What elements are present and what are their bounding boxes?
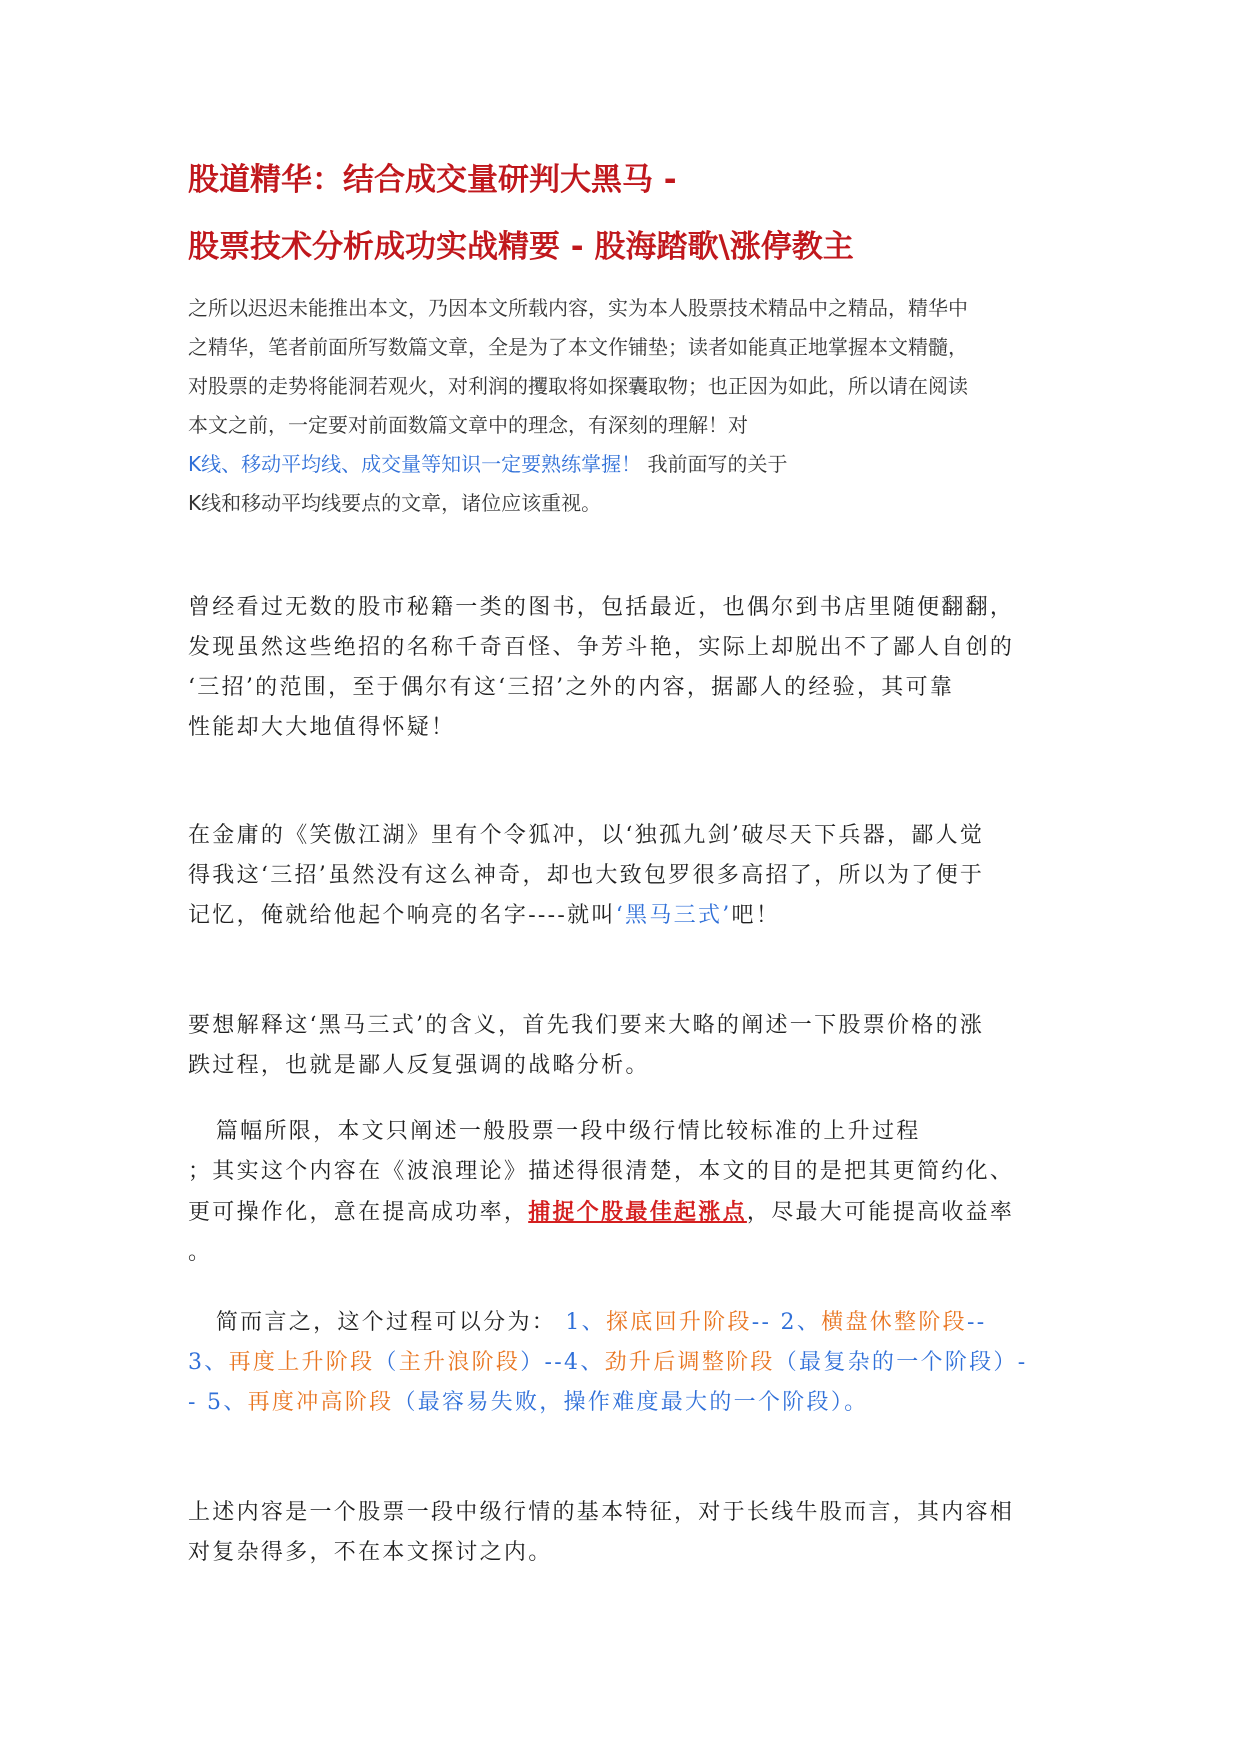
intro-line-4: 本文之前，一定要对前面数篇文章中的理念，有深刻的理解！对 [188, 413, 748, 437]
stage-note: （最容易失败，操作难度最大的一个阶段）。 [393, 1390, 869, 1415]
paragraph-line: 。 [188, 1240, 213, 1265]
paragraph-three-moves [188, 816, 1068, 936]
stage-name: 探底回升阶段 [605, 1310, 752, 1335]
paragraph-text: 简而言之，这个过程可以分为： [188, 1310, 566, 1335]
paragraph-text: ，尽最大可能提高收益率 [746, 1200, 1015, 1225]
intro-line-5 [188, 445, 1068, 484]
intro-paragraph [188, 289, 1068, 523]
paragraph-stages [188, 1303, 1068, 1423]
paragraph-line: 在金庸的《笑傲江湖》里有个令狐冲，以‘独孤九剑’破尽天下兵器，鄙人觉 [188, 823, 985, 848]
dark-horse-name: ‘黑马三式’ [615, 903, 732, 928]
paragraph-text: 吧！ [731, 903, 781, 928]
paragraph-line: ‘三招’的范围，至于偶尔有这‘三招’之外的内容，据鄙人的经验，其可靠 [188, 675, 955, 700]
stage-name: 再度上升阶段 [228, 1350, 375, 1375]
paragraph-text: 记忆，俺就给他起个响亮的名字----就叫 [188, 903, 616, 928]
paragraph-line: 要想解释这‘黑马三式’的含义，首先我们要来大略的阐述一下股票价格的涨 [188, 1013, 985, 1038]
paragraph-secret-books [188, 588, 1068, 748]
intro-line-5-rest: 我前面写的关于 [641, 452, 788, 476]
intro-line-3: 对股票的走势将能洞若观火，对利润的攫取将如探囊取物；也正因为如此，所以请在阅读 [188, 374, 968, 398]
paragraph-line [188, 1192, 1068, 1233]
paragraph-line [188, 1383, 1068, 1423]
paragraph-line [188, 1303, 1068, 1343]
paragraph-line: 曾经看过无数的股市秘籍一类的图书，包括最近，也偶尔到书店里随便翻翻， [188, 595, 1015, 620]
paragraph-line: 篇幅所限，本文只阐述一般股票一段中级行情比较标准的上升过程 [188, 1119, 921, 1144]
stage-name: 横盘休整阶段 [821, 1310, 967, 1335]
intro-highlight-text: K线、移动平均线、成交量等知识一定要熟练掌握！ [188, 452, 642, 476]
stage-number: - 5、 [188, 1390, 248, 1415]
title-line-1: 股道精华：结合成交量研判大黑马 - [188, 162, 677, 198]
stage-number: 1、 [565, 1310, 606, 1335]
paragraph-line: 对复杂得多，不在本文探讨之内。 [188, 1540, 553, 1565]
stage-number: 3、 [188, 1350, 229, 1375]
intro-line-6: K线和移动平均线要点的文章，诸位应该重视。 [188, 491, 602, 515]
stage-number: -- 2、 [751, 1310, 822, 1335]
stage-paren: （ [374, 1350, 399, 1375]
paragraph-summary [188, 1493, 1068, 1573]
paragraph-explanation [188, 1006, 1068, 1086]
intro-line-2: 之精华，笔者前面所写数篇文章，全是为了本文作铺垫；读者如能真正地掌握本文精髓， [188, 335, 968, 359]
stage-name: 主升浪阶段 [398, 1350, 521, 1375]
stage-number: ）--4、 [520, 1350, 605, 1375]
title-line-2: 股票技术分析成功实战精要 - 股海踏歌\涨停教主 [188, 229, 854, 265]
stage-name: 劲升后调整阶段 [604, 1350, 775, 1375]
paragraph-line: 跌过程，也就是鄙人反复强调的战略分析。 [188, 1053, 650, 1078]
paragraph-scope [188, 1112, 1068, 1273]
paragraph-line [188, 1343, 1068, 1383]
paragraph-text: 更可操作化，意在提高成功率， [188, 1200, 529, 1225]
paragraph-line: 性能却大大地值得怀疑！ [188, 715, 456, 740]
intro-line-1: 之所以迟迟未能推出本文，乃因本文所载内容，实为本人股票技术精品中之精品，精华中 [188, 296, 968, 320]
paragraph-line: 得我这‘三招’虽然没有这么神奇，却也大致包罗很多高招了，所以为了便于 [188, 863, 985, 888]
key-point-highlight: 捕捉个股最佳起涨点 [528, 1199, 747, 1225]
paragraph-line: 上述内容是一个股票一段中级行情的基本特征，对于长线牛股而言，其内容相 [188, 1500, 1015, 1525]
paragraph-line: ；其实这个内容在《波浪理论》描述得很清楚，本文的目的是把其更简约化、 [188, 1159, 1015, 1184]
stage-separator: -- [966, 1310, 987, 1335]
paragraph-line: 发现虽然这些绝招的名称千奇百怪、争芳斗艳，实际上却脱出不了鄙人自创的 [188, 635, 1015, 660]
document-page [188, 160, 1068, 1573]
stage-note: （最复杂的一个阶段）- [774, 1350, 1028, 1375]
paragraph-line [188, 896, 1068, 936]
stage-name: 再度冲高阶段 [247, 1390, 394, 1415]
